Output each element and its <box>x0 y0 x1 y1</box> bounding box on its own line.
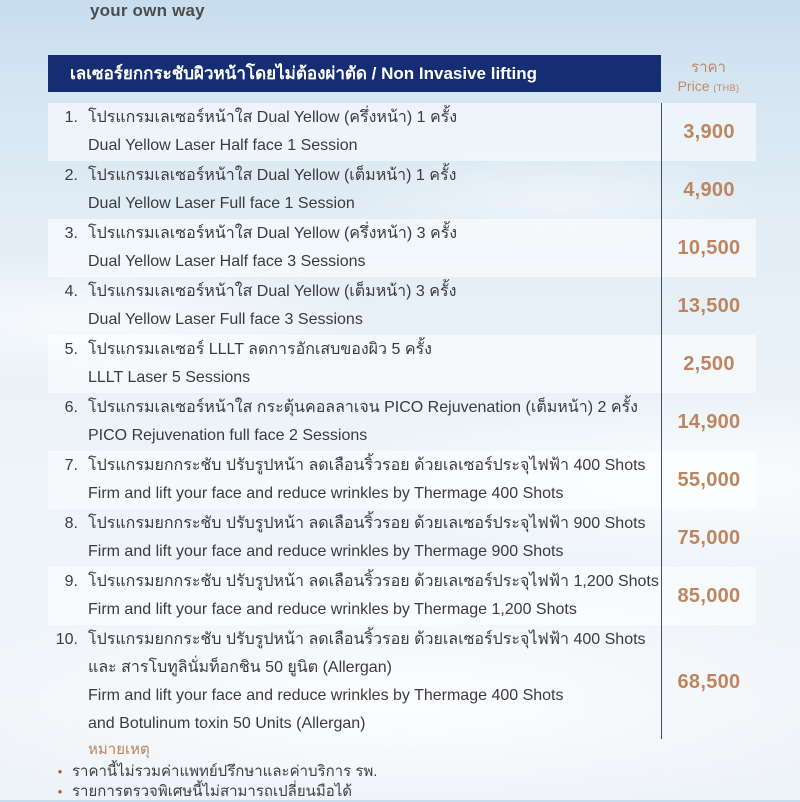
program-text: Firm and lift your face and reduce wrinkles by Thermage 900 Shots <box>88 543 564 560</box>
table-row <box>48 567 756 625</box>
row-number: 2. <box>64 167 78 184</box>
notes-section <box>48 740 668 802</box>
price-cell <box>661 625 756 739</box>
table-body <box>48 103 756 739</box>
bullet-icon: • <box>57 764 63 779</box>
program-cell <box>48 277 661 335</box>
price-cell <box>661 451 756 509</box>
table-row <box>48 161 756 219</box>
program-text: Dual Yellow Laser Half face 1 Session <box>88 137 358 154</box>
row-number <box>48 190 88 218</box>
price-column-header <box>661 55 756 92</box>
price-label-th: ราคา <box>691 59 726 76</box>
price-value: 68,500 <box>677 670 741 693</box>
row-number: 4. <box>64 283 78 300</box>
program-cell <box>48 219 661 277</box>
program-cell <box>48 335 661 393</box>
price-value: 85,000 <box>677 584 741 607</box>
brand-slogan: your own way <box>90 1 205 20</box>
program-text: Dual Yellow Laser Full face 3 Sessions <box>88 311 363 328</box>
program-line <box>48 248 661 276</box>
program-text: และ สารโบทูลินั่มท็อกชิน 50 ยูนิต (Allergan) <box>88 659 392 676</box>
row-number: 3. <box>64 225 78 242</box>
row-number <box>48 306 88 334</box>
program-line <box>48 394 661 422</box>
program-line <box>48 422 661 450</box>
price-cell <box>661 277 756 335</box>
program-text: PICO Rejuvenation full face 2 Sessions <box>88 427 368 444</box>
price-value: 75,000 <box>677 526 741 549</box>
table-row <box>48 335 756 393</box>
program-text: โปรแกรมเลเซอร์หน้าใส Dual Yellow (เต็มหน้า) 3 ครั้ง <box>88 283 457 300</box>
price-cell <box>661 567 756 625</box>
row-number <box>48 422 88 450</box>
program-line <box>48 568 661 596</box>
row-number: 9. <box>64 573 78 590</box>
section-title: เลเซอร์ยกกระชับผิวหน้าโดยไม่ต้องผ่าตัด / Non Invasive lifting <box>70 64 537 83</box>
price-cell <box>661 219 756 277</box>
row-number <box>48 596 88 624</box>
table-row <box>48 277 756 335</box>
row-number: 7. <box>64 457 78 474</box>
price-value: 3,900 <box>683 120 735 143</box>
program-cell <box>48 567 661 625</box>
bullet-icon: • <box>57 784 63 799</box>
program-line <box>48 132 661 160</box>
program-text: โปรแกรมยกกระชับ ปรับรูปหน้า ลดเลือนริ้วรอย ด้วยเลเซอร์ประจุไฟฟ้า 900 Shots <box>88 515 646 532</box>
table-row <box>48 219 756 277</box>
program-line <box>48 162 661 190</box>
program-text: โปรแกรมเลเซอร์หน้าใส Dual Yellow (ครึ่งหน้า) 1 ครั้ง <box>88 109 458 126</box>
section-title-bar <box>48 55 661 92</box>
program-line <box>48 682 661 710</box>
program-line <box>48 654 661 682</box>
price-cell <box>661 509 756 567</box>
row-number <box>48 480 88 508</box>
row-number: 1. <box>64 109 78 126</box>
program-text: Firm and lift your face and reduce wrinkles by Thermage 1,200 Shots <box>88 601 577 618</box>
table-row <box>48 625 756 739</box>
price-table <box>48 55 756 739</box>
program-text: LLLT Laser 5 Sessions <box>88 369 251 386</box>
program-cell <box>48 509 661 567</box>
program-text: and Botulinum toxin 50 Units (Allergan) <box>88 715 366 732</box>
program-text: Dual Yellow Laser Half face 3 Sessions <box>88 253 366 270</box>
table-row <box>48 509 756 567</box>
program-line <box>48 364 661 392</box>
program-line <box>48 104 661 132</box>
row-number: 5. <box>64 341 78 358</box>
row-number <box>48 364 88 392</box>
program-line <box>48 626 661 654</box>
note-text: รายการตรวจพิเศษนี้ไม่สามารถเปลี่ยนมือได้ <box>72 783 353 800</box>
program-text: โปรแกรมเลเซอร์หน้าใส กระตุ้นคอลลาเจน PICO Rejuvenation (เต็มหน้า) 2 ครั้ง <box>88 399 638 416</box>
row-number <box>48 132 88 160</box>
price-cell <box>661 393 756 451</box>
program-cell <box>48 103 661 161</box>
program-text: โปรแกรมเลเซอร์หน้าใส Dual Yellow (ครึ่งหน้า) 3 ครั้ง <box>88 225 458 242</box>
price-value: 10,500 <box>677 236 741 259</box>
table-row <box>48 393 756 451</box>
program-text: Firm and lift your face and reduce wrinkles by Thermage 400 Shots <box>88 485 564 502</box>
notes-list <box>48 762 668 802</box>
price-value: 2,500 <box>683 352 735 375</box>
price-cell <box>661 335 756 393</box>
program-text: โปรแกรมเลเซอร์ LLLT ลดการอักเสบของผิว 5 ครั้ง <box>88 341 432 358</box>
program-line <box>48 278 661 306</box>
table-header <box>48 55 756 92</box>
price-label-en: Price (THB) <box>677 78 740 94</box>
program-text: โปรแกรมเลเซอร์หน้าใส Dual Yellow (เต็มหน้า) 1 ครั้ง <box>88 167 457 184</box>
program-line <box>48 336 661 364</box>
price-unit: (THB) <box>713 83 740 93</box>
price-cell <box>661 161 756 219</box>
program-text: โปรแกรมยกกระชับ ปรับรูปหน้า ลดเลือนริ้วรอย ด้วยเลเซอร์ประจุไฟฟ้า 400 Shots <box>88 457 646 474</box>
program-text: โปรแกรมยกกระชับ ปรับรูปหน้า ลดเลือนริ้วรอย ด้วยเลเซอร์ประจุไฟฟ้า 400 Shots <box>88 631 646 648</box>
price-value: 13,500 <box>677 294 741 317</box>
program-line <box>48 480 661 508</box>
program-line <box>48 306 661 334</box>
row-number <box>48 248 88 276</box>
program-line <box>48 452 661 480</box>
program-line <box>48 596 661 624</box>
program-text: โปรแกรมยกกระชับ ปรับรูปหน้า ลดเลือนริ้วรอย ด้วยเลเซอร์ประจุไฟฟ้า 1,200 Shots <box>88 573 659 590</box>
program-text: Dual Yellow Laser Full face 1 Session <box>88 195 355 212</box>
row-number: 8. <box>64 515 78 532</box>
price-cell <box>661 103 756 161</box>
program-line <box>48 190 661 218</box>
program-text: Firm and lift your face and reduce wrinkles by Thermage 400 Shots <box>88 687 564 704</box>
program-cell <box>48 451 661 509</box>
program-cell <box>48 393 661 451</box>
row-number <box>48 654 88 682</box>
program-line <box>48 710 661 738</box>
row-number <box>48 538 88 566</box>
program-line <box>48 510 661 538</box>
note-item <box>48 762 668 782</box>
table-row <box>48 451 756 509</box>
note-text: ราคานี้ไม่รวมค่าแพทย์ปรึกษาและค่าบริการ รพ. <box>72 763 378 780</box>
row-number: 10. <box>55 631 78 648</box>
program-cell <box>48 625 661 739</box>
notes-title: หมายเหตุ <box>88 741 150 758</box>
program-line <box>48 220 661 248</box>
row-number: 6. <box>64 399 78 416</box>
price-value: 14,900 <box>677 410 741 433</box>
price-value: 4,900 <box>683 178 735 201</box>
note-item <box>48 782 668 802</box>
price-value: 55,000 <box>677 468 741 491</box>
row-number <box>48 682 88 710</box>
row-number <box>48 710 88 738</box>
program-line <box>48 538 661 566</box>
program-cell <box>48 161 661 219</box>
table-row <box>48 103 756 161</box>
